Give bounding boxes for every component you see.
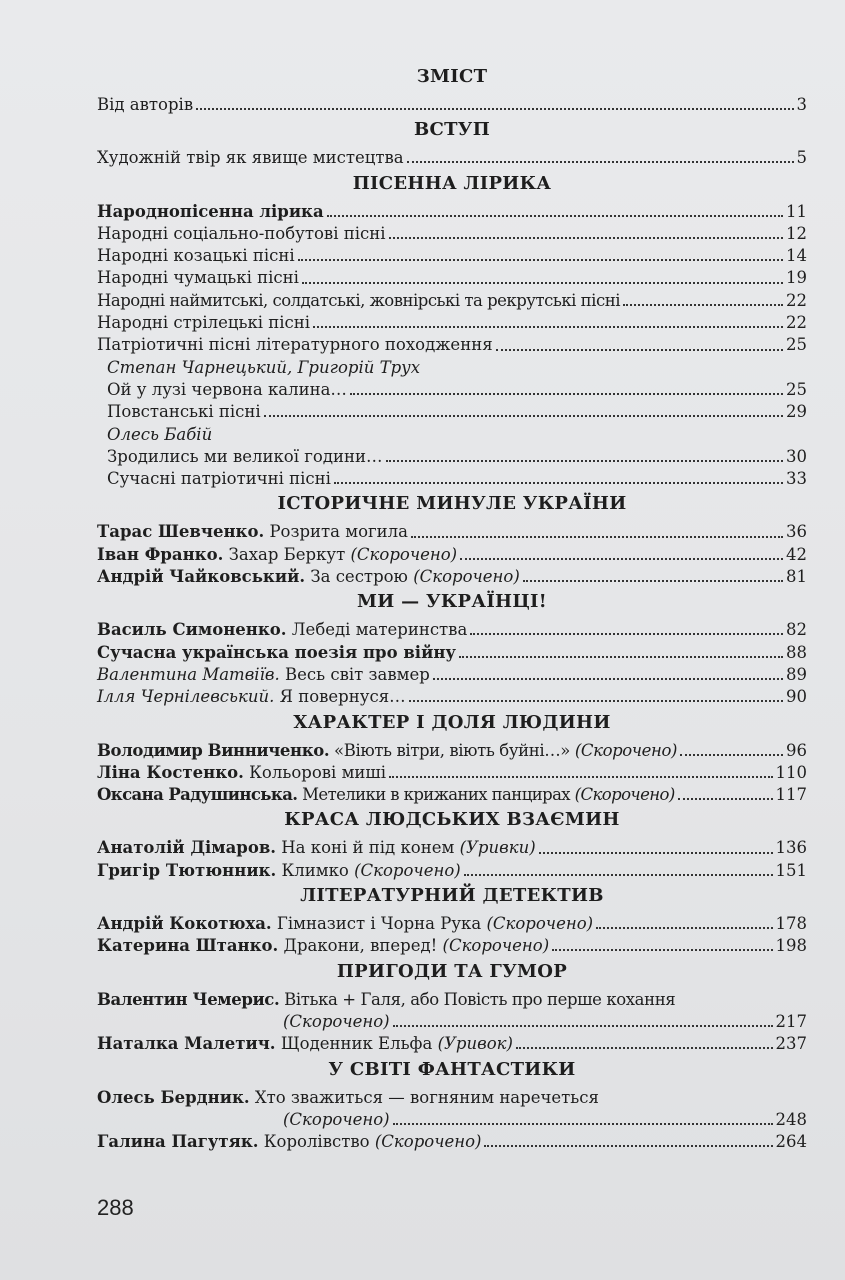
table-of-contents — [97, 66, 807, 1153]
toc-entry: Анатолій Дімаров. На коні й під конем (Уривки) 136 — [97, 838, 807, 858]
toc-entry: Патріотичні пісні літературного походження 25 — [97, 335, 807, 355]
toc-entry: Народнопісенна лірика 11 — [97, 201, 807, 221]
toc-entry: Народні чумацькі пісні 19 — [97, 268, 807, 288]
toc-entry: Оксана Радушинська. Метелики в крижаних панцирах (Скорочено) 117 — [97, 785, 807, 805]
toc-entry: Народні козацькі пісні 14 — [97, 246, 807, 266]
toc-entry: Катерина Штанко. Дракони, вперед! (Скорочено) 198 — [97, 936, 807, 956]
toc-entry: Тарас Шевченко. Розрита могила 36 — [97, 522, 807, 542]
toc-title: ЗМІСТ — [416, 66, 488, 87]
toc-entry: Андрій Чайковський. За сестрою (Скорочено) 81 — [97, 567, 807, 587]
section-character: ХАРАКТЕР І ДОЛЯ ЛЮДИНИ — [293, 711, 611, 733]
toc-entry-line: Валентин Чемерис. Вітька + Галя, або Повість про перше кохання — [97, 989, 676, 1009]
toc-entry: Сучасна українська поезія про війну 88 — [97, 642, 807, 662]
toc-entry: Андрій Кокотюха. Гімназист і Чорна Рука (Скорочено) 178 — [97, 914, 807, 934]
toc-entry: Григір Тютюнник. Климко (Скорочено) 151 — [97, 860, 807, 880]
toc-entry: Ілля Чернілевський. Я повернуся… 90 — [97, 687, 807, 707]
section-intro: ВСТУП — [413, 119, 491, 141]
toc-entry: (Скорочено) 248 — [283, 1109, 807, 1129]
toc-entry: Народні наймитські, солдатські, жовнірські та рекрутські пісні 22 — [97, 290, 807, 310]
toc-entry: Народні соціально-побутові пісні 12 — [97, 223, 807, 243]
section-song-lyrics: ПІСЕННА ЛІРИКА — [352, 172, 552, 194]
toc-entry: Іван Франко. Захар Беркут (Скорочено) 42 — [97, 544, 807, 564]
section-history: ІСТОРИЧНЕ МИНУЛЕ УКРАЇНИ — [277, 493, 627, 515]
toc-author-line: Олесь Бабій — [107, 424, 213, 444]
toc-entry: Народні стрілецькі пісні 22 — [97, 313, 807, 333]
toc-entry: Валентина Матвіїв. Весь світ завмер 89 — [97, 664, 807, 684]
toc-entry: Василь Симоненко. Лебеді материнства 82 — [97, 620, 807, 640]
section-relations: КРАСА ЛЮДСЬКИХ ВЗАЄМИН — [284, 809, 620, 831]
toc-entry: Ліна Костенко. Кольорові миші 110 — [97, 762, 807, 782]
section-fantasy: У СВІТІ ФАНТАСТИКИ — [328, 1058, 576, 1080]
toc-entry: Галина Пагутяк. Королівство (Скорочено) 264 — [97, 1132, 807, 1152]
toc-entry: Наталка Малетич. Щоденник Ельфа (Уривок) 237 — [97, 1034, 807, 1054]
toc-entry-line: Олесь Бердник. Хто зважиться — вогняним наречеться — [97, 1087, 599, 1107]
toc-entry: Ой у лузі червона калина… 25 — [107, 379, 807, 399]
toc-author-line: Степан Чарнецький, Григорій Трух — [107, 357, 421, 377]
toc-entry: (Скорочено) 217 — [283, 1011, 807, 1031]
page-number: 288 — [97, 1195, 134, 1220]
toc-entry: Володимир Винниченко. «Віють вітри, віють буйні…» (Скорочено) 96 — [97, 740, 807, 760]
section-adventures: ПРИГОДИ ТА ГУМОР — [336, 960, 568, 982]
toc-entry: Повстанські пісні 29 — [107, 402, 807, 422]
section-detective: ЛІТЕРАТУРНИЙ ДЕТЕКТИВ — [300, 885, 604, 907]
toc-entry: Від авторів 3 — [97, 95, 807, 114]
toc-entry: Зродились ми великої години… 30 — [107, 446, 807, 466]
toc-entry: Художній твір як явище мистецтва 5 — [97, 148, 807, 168]
section-ukrainians: МИ — УКРАЇНЦІ! — [357, 591, 547, 613]
toc-entry: Сучасні патріотичні пісні 33 — [107, 469, 807, 489]
